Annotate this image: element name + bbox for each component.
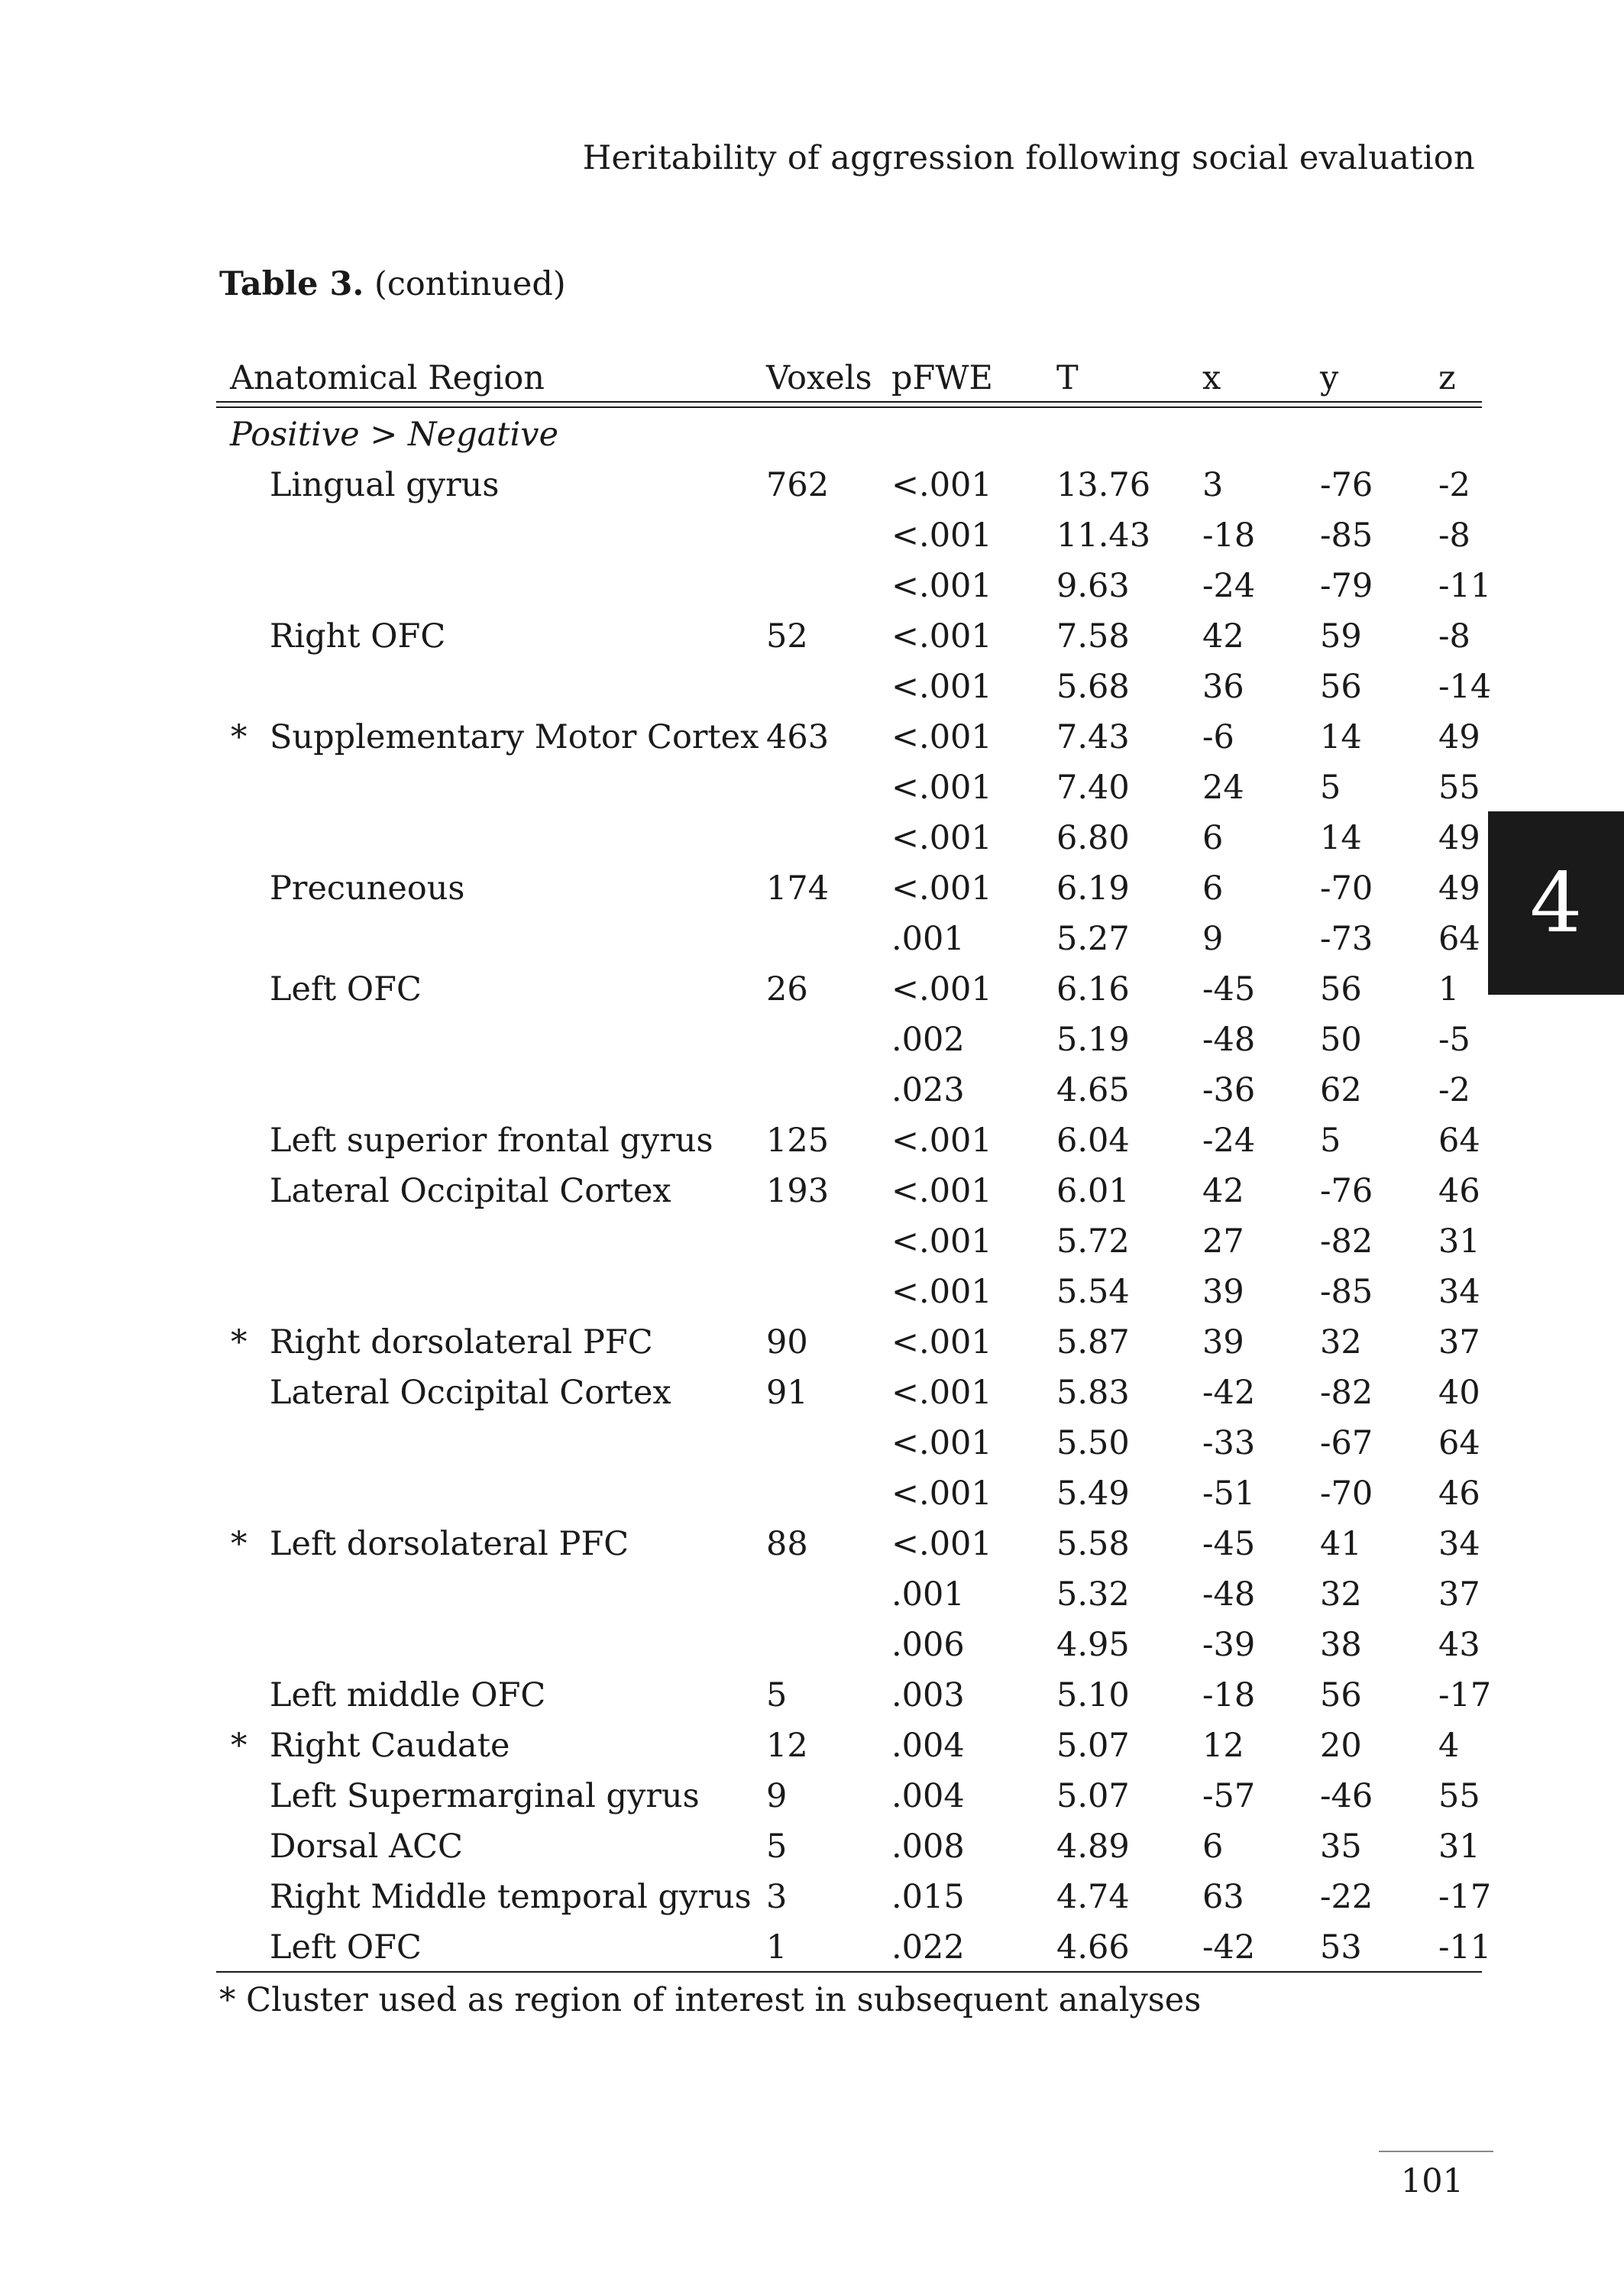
table-body [216, 458, 1492, 1971]
cell-z: 49 [1438, 718, 1480, 756]
table-header-row [216, 348, 1482, 401]
cell-z: -11 [1438, 567, 1492, 605]
cell-pfwe: <.001 [891, 1122, 992, 1160]
cell-z: -2 [1438, 466, 1470, 504]
cell-pfwe: <.001 [891, 970, 992, 1008]
cell-pfwe: <.001 [891, 1222, 992, 1261]
cell-t: 5.87 [1056, 1323, 1130, 1361]
cell-z: 55 [1438, 769, 1480, 807]
cell-voxels: 26 [766, 970, 808, 1008]
cell-pfwe: .006 [891, 1626, 965, 1664]
cell-x: -45 [1202, 1525, 1256, 1563]
table-row [216, 1568, 1482, 1618]
table-row [216, 610, 1482, 660]
cell-voxels: 193 [766, 1172, 830, 1210]
cell-y: 14 [1320, 718, 1362, 756]
cell-pfwe: .003 [891, 1676, 965, 1714]
cell-region: Right OFC [270, 617, 446, 656]
cell-x: -48 [1202, 1021, 1256, 1059]
cell-x: 24 [1202, 769, 1244, 807]
cell-z: 37 [1438, 1575, 1480, 1614]
header-z: z [1438, 359, 1456, 397]
table-caption [219, 265, 566, 303]
cell-y: -82 [1320, 1222, 1373, 1261]
cell-t: 6.16 [1056, 970, 1130, 1008]
cell-region: Left Supermarginal gyrus [270, 1777, 700, 1815]
table-row [216, 660, 1492, 711]
cell-region: Left middle OFC [270, 1676, 546, 1714]
cell-t: 5.32 [1056, 1575, 1130, 1614]
cell-voxels: 125 [766, 1122, 830, 1160]
table-bottom-rule [216, 1971, 1482, 1973]
cell-t: 7.40 [1056, 769, 1130, 807]
cell-region: Left OFC [270, 1928, 422, 1967]
cell-region: Left OFC [270, 970, 422, 1008]
cell-y: -70 [1320, 1475, 1373, 1513]
cell-region: Lingual gyrus [270, 466, 500, 504]
cell-y: 32 [1320, 1323, 1362, 1361]
cell-voxels: 9 [766, 1777, 788, 1815]
cell-z: 46 [1438, 1475, 1480, 1513]
cell-z: -14 [1438, 668, 1492, 706]
cell-y: 5 [1320, 769, 1341, 807]
cell-t: 7.58 [1056, 617, 1130, 656]
cell-x: 6 [1202, 869, 1224, 908]
cell-z: -8 [1438, 516, 1470, 555]
cell-pfwe: .001 [891, 920, 965, 958]
cell-x: -24 [1202, 567, 1256, 605]
cell-t: 11.43 [1056, 516, 1151, 555]
cell-y: -85 [1320, 1273, 1373, 1311]
cell-y: 38 [1320, 1626, 1362, 1664]
cell-pfwe: <.001 [891, 1475, 992, 1513]
cell-pfwe: .022 [891, 1928, 965, 1967]
cell-t: 5.50 [1056, 1424, 1130, 1462]
table-row [216, 761, 1482, 811]
cell-y: 20 [1320, 1727, 1362, 1765]
cell-y: -73 [1320, 920, 1373, 958]
cell-y: 59 [1320, 617, 1362, 656]
cell-x: 12 [1202, 1727, 1244, 1765]
cell-voxels: 12 [766, 1727, 808, 1765]
table-caption-label: Table 3. [219, 265, 364, 303]
cell-y: 35 [1320, 1827, 1362, 1866]
cell-region: Left superior frontal gyrus [270, 1122, 713, 1160]
running-header: Heritability of aggression following social evaluation [582, 139, 1475, 177]
cell-pfwe: <.001 [891, 617, 992, 656]
cell-x: 42 [1202, 617, 1244, 656]
cell-z: -2 [1438, 1071, 1470, 1109]
header-anatomical-region: Anatomical Region [230, 359, 545, 397]
table-row [216, 1921, 1492, 1971]
cell-z: 31 [1438, 1222, 1480, 1261]
cell-pfwe: <.001 [891, 567, 992, 605]
cell-x: 42 [1202, 1172, 1244, 1210]
cell-x: 36 [1202, 668, 1244, 706]
cell-t: 5.72 [1056, 1222, 1130, 1261]
cell-z: 64 [1438, 1122, 1480, 1160]
cell-x: -18 [1202, 1676, 1256, 1714]
cell-pfwe: <.001 [891, 1424, 992, 1462]
cell-star: * [231, 1525, 247, 1563]
cell-z: 40 [1438, 1374, 1480, 1412]
table-row [216, 1366, 1482, 1416]
cell-y: 5 [1320, 1122, 1341, 1160]
cell-x: -39 [1202, 1626, 1256, 1664]
cell-z: -17 [1438, 1676, 1492, 1714]
table-row [216, 1316, 1482, 1366]
cell-t: 6.01 [1056, 1172, 1130, 1210]
cell-pfwe: <.001 [891, 516, 992, 555]
cell-pfwe: <.001 [891, 668, 992, 706]
cell-t: 5.19 [1056, 1021, 1130, 1059]
cell-voxels: 3 [766, 1878, 788, 1916]
cell-pfwe: .015 [891, 1878, 965, 1916]
cell-z: 46 [1438, 1172, 1480, 1210]
cell-region: Left dorsolateral PFC [270, 1525, 629, 1563]
cell-t: 5.68 [1056, 668, 1130, 706]
cell-region: Right Caudate [270, 1727, 510, 1765]
cell-pfwe: <.001 [891, 718, 992, 756]
cell-x: 63 [1202, 1878, 1244, 1916]
cell-t: 5.83 [1056, 1374, 1130, 1412]
cell-t: 5.07 [1056, 1727, 1130, 1765]
cell-t: 5.10 [1056, 1676, 1130, 1714]
header-y: y [1320, 359, 1339, 397]
cell-star: * [231, 1323, 247, 1361]
cell-y: -76 [1320, 466, 1373, 504]
cell-t: 5.58 [1056, 1525, 1130, 1563]
section-row [216, 408, 1482, 458]
cell-t: 4.95 [1056, 1626, 1130, 1664]
cell-x: -45 [1202, 970, 1256, 1008]
table-row [216, 458, 1482, 509]
cell-t: 4.74 [1056, 1878, 1130, 1916]
page-number: 101 [1400, 2162, 1464, 2200]
cell-x: -42 [1202, 1374, 1256, 1412]
section-label: Positive > Negative [230, 416, 559, 454]
cell-pfwe: .001 [891, 1575, 965, 1614]
cell-pfwe: <.001 [891, 869, 992, 908]
table-row [216, 509, 1482, 559]
cell-y: -85 [1320, 516, 1373, 555]
header-voxels: Voxels [766, 359, 872, 397]
cell-x: 6 [1202, 1827, 1224, 1866]
cell-z: -8 [1438, 617, 1470, 656]
table-row [216, 1265, 1482, 1316]
cell-t: 4.89 [1056, 1827, 1130, 1866]
header-pfwe: pFWE [891, 359, 993, 397]
cell-voxels: 1 [766, 1928, 788, 1967]
cell-star: * [231, 1727, 247, 1765]
table-row [216, 1215, 1482, 1265]
results-table [216, 348, 1492, 1973]
cell-t: 5.07 [1056, 1777, 1130, 1815]
table-footnote: * Cluster used as region of interest in subsequent analyses [219, 1981, 1202, 2019]
cell-pfwe: .002 [891, 1021, 965, 1059]
table-row [216, 1820, 1482, 1870]
cell-y: 56 [1320, 970, 1362, 1008]
cell-y: -70 [1320, 869, 1373, 908]
table-caption-text: (continued) [374, 265, 566, 303]
cell-x: -48 [1202, 1575, 1256, 1614]
cell-x: 9 [1202, 920, 1224, 958]
cell-z: 64 [1438, 1424, 1480, 1462]
cell-x: -51 [1202, 1475, 1256, 1513]
cell-star: * [231, 718, 247, 756]
header-x: x [1202, 359, 1221, 397]
table-row [216, 711, 1482, 761]
folio-rule [1379, 2151, 1493, 2152]
cell-t: 6.80 [1056, 819, 1130, 857]
table-row [216, 862, 1482, 912]
cell-y: 32 [1320, 1575, 1362, 1614]
cell-region: Supplementary Motor Cortex [270, 718, 759, 756]
header-t: T [1056, 359, 1079, 397]
cell-x: 39 [1202, 1323, 1244, 1361]
cell-z: 1 [1438, 970, 1460, 1008]
table-row [216, 963, 1482, 1013]
cell-x: -36 [1202, 1071, 1256, 1109]
table-row [216, 1467, 1482, 1517]
cell-y: -79 [1320, 567, 1373, 605]
cell-voxels: 88 [766, 1525, 808, 1563]
cell-z: 55 [1438, 1777, 1480, 1815]
cell-x: -42 [1202, 1928, 1256, 1967]
cell-voxels: 174 [766, 869, 830, 908]
cell-y: 56 [1320, 668, 1362, 706]
table-row [216, 1719, 1482, 1769]
cell-voxels: 52 [766, 617, 808, 656]
cell-pfwe: <.001 [891, 1172, 992, 1210]
cell-pfwe: .023 [891, 1071, 965, 1109]
cell-pfwe: <.001 [891, 466, 992, 504]
cell-region: Right dorsolateral PFC [270, 1323, 653, 1361]
table-row [216, 1618, 1482, 1669]
cell-z: 49 [1438, 819, 1480, 857]
cell-t: 5.27 [1056, 920, 1130, 958]
cell-pfwe: <.001 [891, 1323, 992, 1361]
cell-y: 53 [1320, 1928, 1362, 1967]
table-row [216, 1114, 1482, 1164]
cell-z: 34 [1438, 1525, 1480, 1563]
cell-pfwe: <.001 [891, 819, 992, 857]
cell-region: Lateral Occipital Cortex [270, 1172, 671, 1210]
cell-t: 6.19 [1056, 869, 1130, 908]
cell-y: 41 [1320, 1525, 1362, 1563]
cell-region: Dorsal ACC [270, 1827, 463, 1866]
cell-x: 27 [1202, 1222, 1244, 1261]
cell-voxels: 91 [766, 1374, 808, 1412]
cell-z: 49 [1438, 869, 1480, 908]
cell-t: 9.63 [1056, 567, 1130, 605]
cell-z: 43 [1438, 1626, 1480, 1664]
table-row [216, 1164, 1482, 1215]
cell-pfwe: <.001 [891, 769, 992, 807]
chapter-tab: 4 [1488, 811, 1624, 995]
cell-x: 39 [1202, 1273, 1244, 1311]
cell-voxels: 762 [766, 466, 830, 504]
cell-x: -18 [1202, 516, 1256, 555]
cell-x: -57 [1202, 1777, 1256, 1815]
cell-t: 13.76 [1056, 466, 1151, 504]
table-row [216, 811, 1482, 862]
cell-pfwe: .008 [891, 1827, 965, 1866]
cell-y: -22 [1320, 1878, 1373, 1916]
table-row [216, 1870, 1492, 1921]
cell-x: -24 [1202, 1122, 1256, 1160]
cell-z: 34 [1438, 1273, 1480, 1311]
table-row [216, 912, 1482, 963]
cell-z: 31 [1438, 1827, 1480, 1866]
cell-voxels: 5 [766, 1827, 788, 1866]
cell-y: -76 [1320, 1172, 1373, 1210]
cell-t: 5.54 [1056, 1273, 1130, 1311]
cell-pfwe: .004 [891, 1727, 965, 1765]
cell-region: Precuneous [270, 869, 465, 908]
cell-y: 56 [1320, 1676, 1362, 1714]
cell-z: -5 [1438, 1021, 1470, 1059]
table-row [216, 1517, 1482, 1568]
cell-y: 50 [1320, 1021, 1362, 1059]
cell-x: 6 [1202, 819, 1224, 857]
cell-x: 3 [1202, 466, 1224, 504]
table-row [216, 1063, 1482, 1114]
cell-voxels: 90 [766, 1323, 808, 1361]
cell-z: -17 [1438, 1878, 1492, 1916]
cell-y: -82 [1320, 1374, 1373, 1412]
cell-voxels: 5 [766, 1676, 788, 1714]
header-double-rule [216, 401, 1482, 408]
cell-region: Right Middle temporal gyrus [270, 1878, 752, 1916]
cell-y: -46 [1320, 1777, 1373, 1815]
cell-x: -6 [1202, 718, 1234, 756]
cell-pfwe: <.001 [891, 1525, 992, 1563]
cell-pfwe: <.001 [891, 1374, 992, 1412]
cell-z: -11 [1438, 1928, 1492, 1967]
cell-x: -33 [1202, 1424, 1256, 1462]
cell-z: 37 [1438, 1323, 1480, 1361]
cell-t: 7.43 [1056, 718, 1130, 756]
cell-pfwe: <.001 [891, 1273, 992, 1311]
cell-t: 5.49 [1056, 1475, 1130, 1513]
cell-pfwe: .004 [891, 1777, 965, 1815]
table-row [216, 1669, 1492, 1719]
cell-z: 4 [1438, 1727, 1460, 1765]
cell-t: 4.66 [1056, 1928, 1130, 1967]
cell-t: 6.04 [1056, 1122, 1130, 1160]
cell-z: 64 [1438, 920, 1480, 958]
cell-y: 14 [1320, 819, 1362, 857]
table-row [216, 1416, 1482, 1467]
table-row [216, 1013, 1482, 1063]
table-row [216, 1769, 1482, 1820]
cell-region: Lateral Occipital Cortex [270, 1374, 671, 1412]
cell-y: -67 [1320, 1424, 1373, 1462]
cell-y: 62 [1320, 1071, 1362, 1109]
cell-t: 4.65 [1056, 1071, 1130, 1109]
table-row [216, 559, 1492, 610]
cell-voxels: 463 [766, 718, 830, 756]
